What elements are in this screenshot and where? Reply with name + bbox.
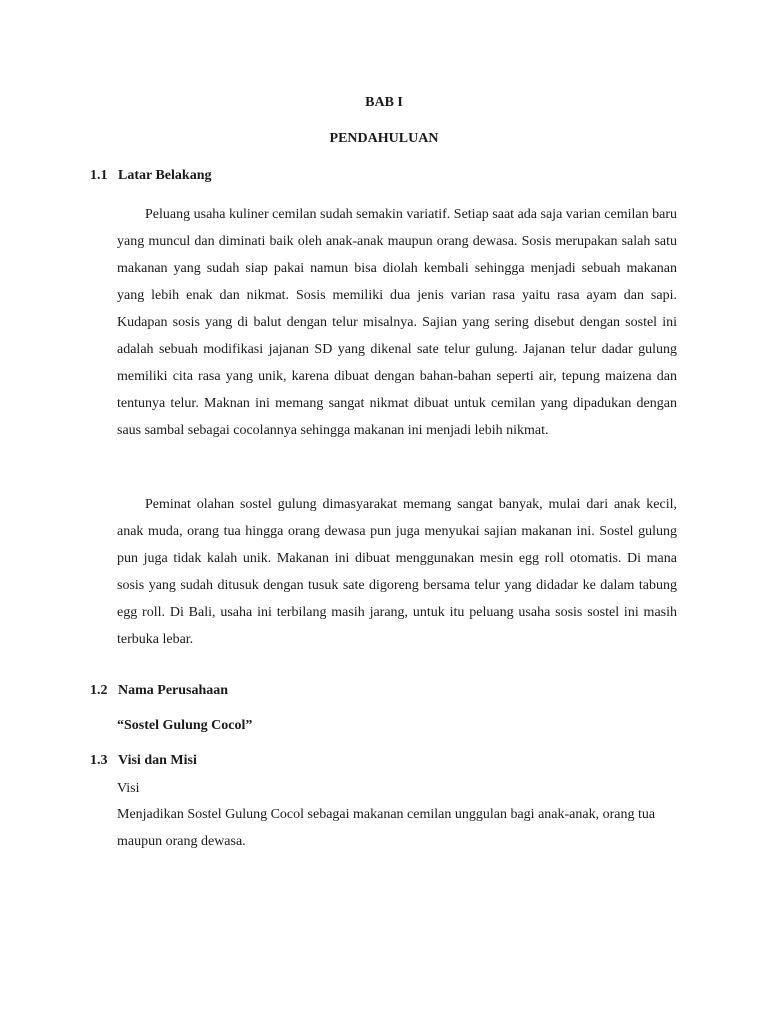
section-heading-latar-belakang bbox=[90, 168, 211, 184]
visi-label: Visi bbox=[117, 781, 140, 796]
section-number: 1.2 bbox=[90, 683, 108, 698]
section-title: Visi dan Misi bbox=[118, 753, 197, 768]
section-title: Latar Belakang bbox=[118, 168, 212, 183]
chapter-label: BAB I bbox=[365, 95, 403, 110]
section-heading-visi-misi bbox=[90, 753, 197, 769]
section-number: 1.1 bbox=[90, 168, 108, 183]
section-number: 1.3 bbox=[90, 753, 108, 768]
chapter-title: PENDAHULUAN bbox=[329, 131, 439, 146]
visi-text: Menjadikan Sostel Gulung Cocol sebagai makanan cemilan unggulan bagi anak-anak, orang tua maupun orang dewasa. bbox=[117, 807, 656, 849]
paragraph-latar-belakang-1: Peluang usaha kuliner cemilan sudah semakin variatif. Setiap saat ada saja varian cemilan baru yang muncul dan diminati baik oleh anak-anak maupun orang dewasa. Sosis merupakan salah satu makanan yang sudah siap pakai namun bisa diolah kembali sehingga menjadi sebuah makanan yang lebih enak dan nikmat. Sosis memiliki dua jenis varian rasa yaitu rasa ayam dan sapi. Kudapan sosis yang di balut dengan telur misalnya. Sajian yang sering disebut dengan sostel ini adalah sebuah modifikasi jajanan SD yang dikenal sate telur gulung. Jajanan telur dadar gulung memiliki cita rasa yang unik, karena dibuat dengan bahan-bahan seperti air, tepung maizena dan tentunya telur. Maknan ini memang sangat nikmat dibuat untuk cemilan yang dipadukan dengan saus sambal sebagai cocolannya sehingga makanan ini menjadi lebih nikmat. bbox=[117, 207, 677, 438]
company-name: “Sostel Gulung Cocol” bbox=[117, 718, 253, 733]
paragraph-latar-belakang-2: Peminat olahan sostel gulung dimasyarakat memang sangat banyak, mulai dari anak kecil, anak muda, orang tua hingga orang dewasa pun juga menyukai sajian makanan ini. Sostel gulung pun juga tidak kalah unik. Makanan ini dibuat menggunakan mesin egg roll otomatis. Di mana sosis yang sudah ditusuk dengan tusuk sate digoreng bersama telur yang didadar ke dalam tabung egg roll. Di Bali, usaha ini terbilang masih jarang, untuk itu peluang usaha sosis sostel ini masih terbuka lebar. bbox=[117, 497, 677, 647]
section-heading-nama-perusahaan bbox=[90, 683, 228, 699]
section-title: Nama Perusahaan bbox=[118, 683, 229, 698]
